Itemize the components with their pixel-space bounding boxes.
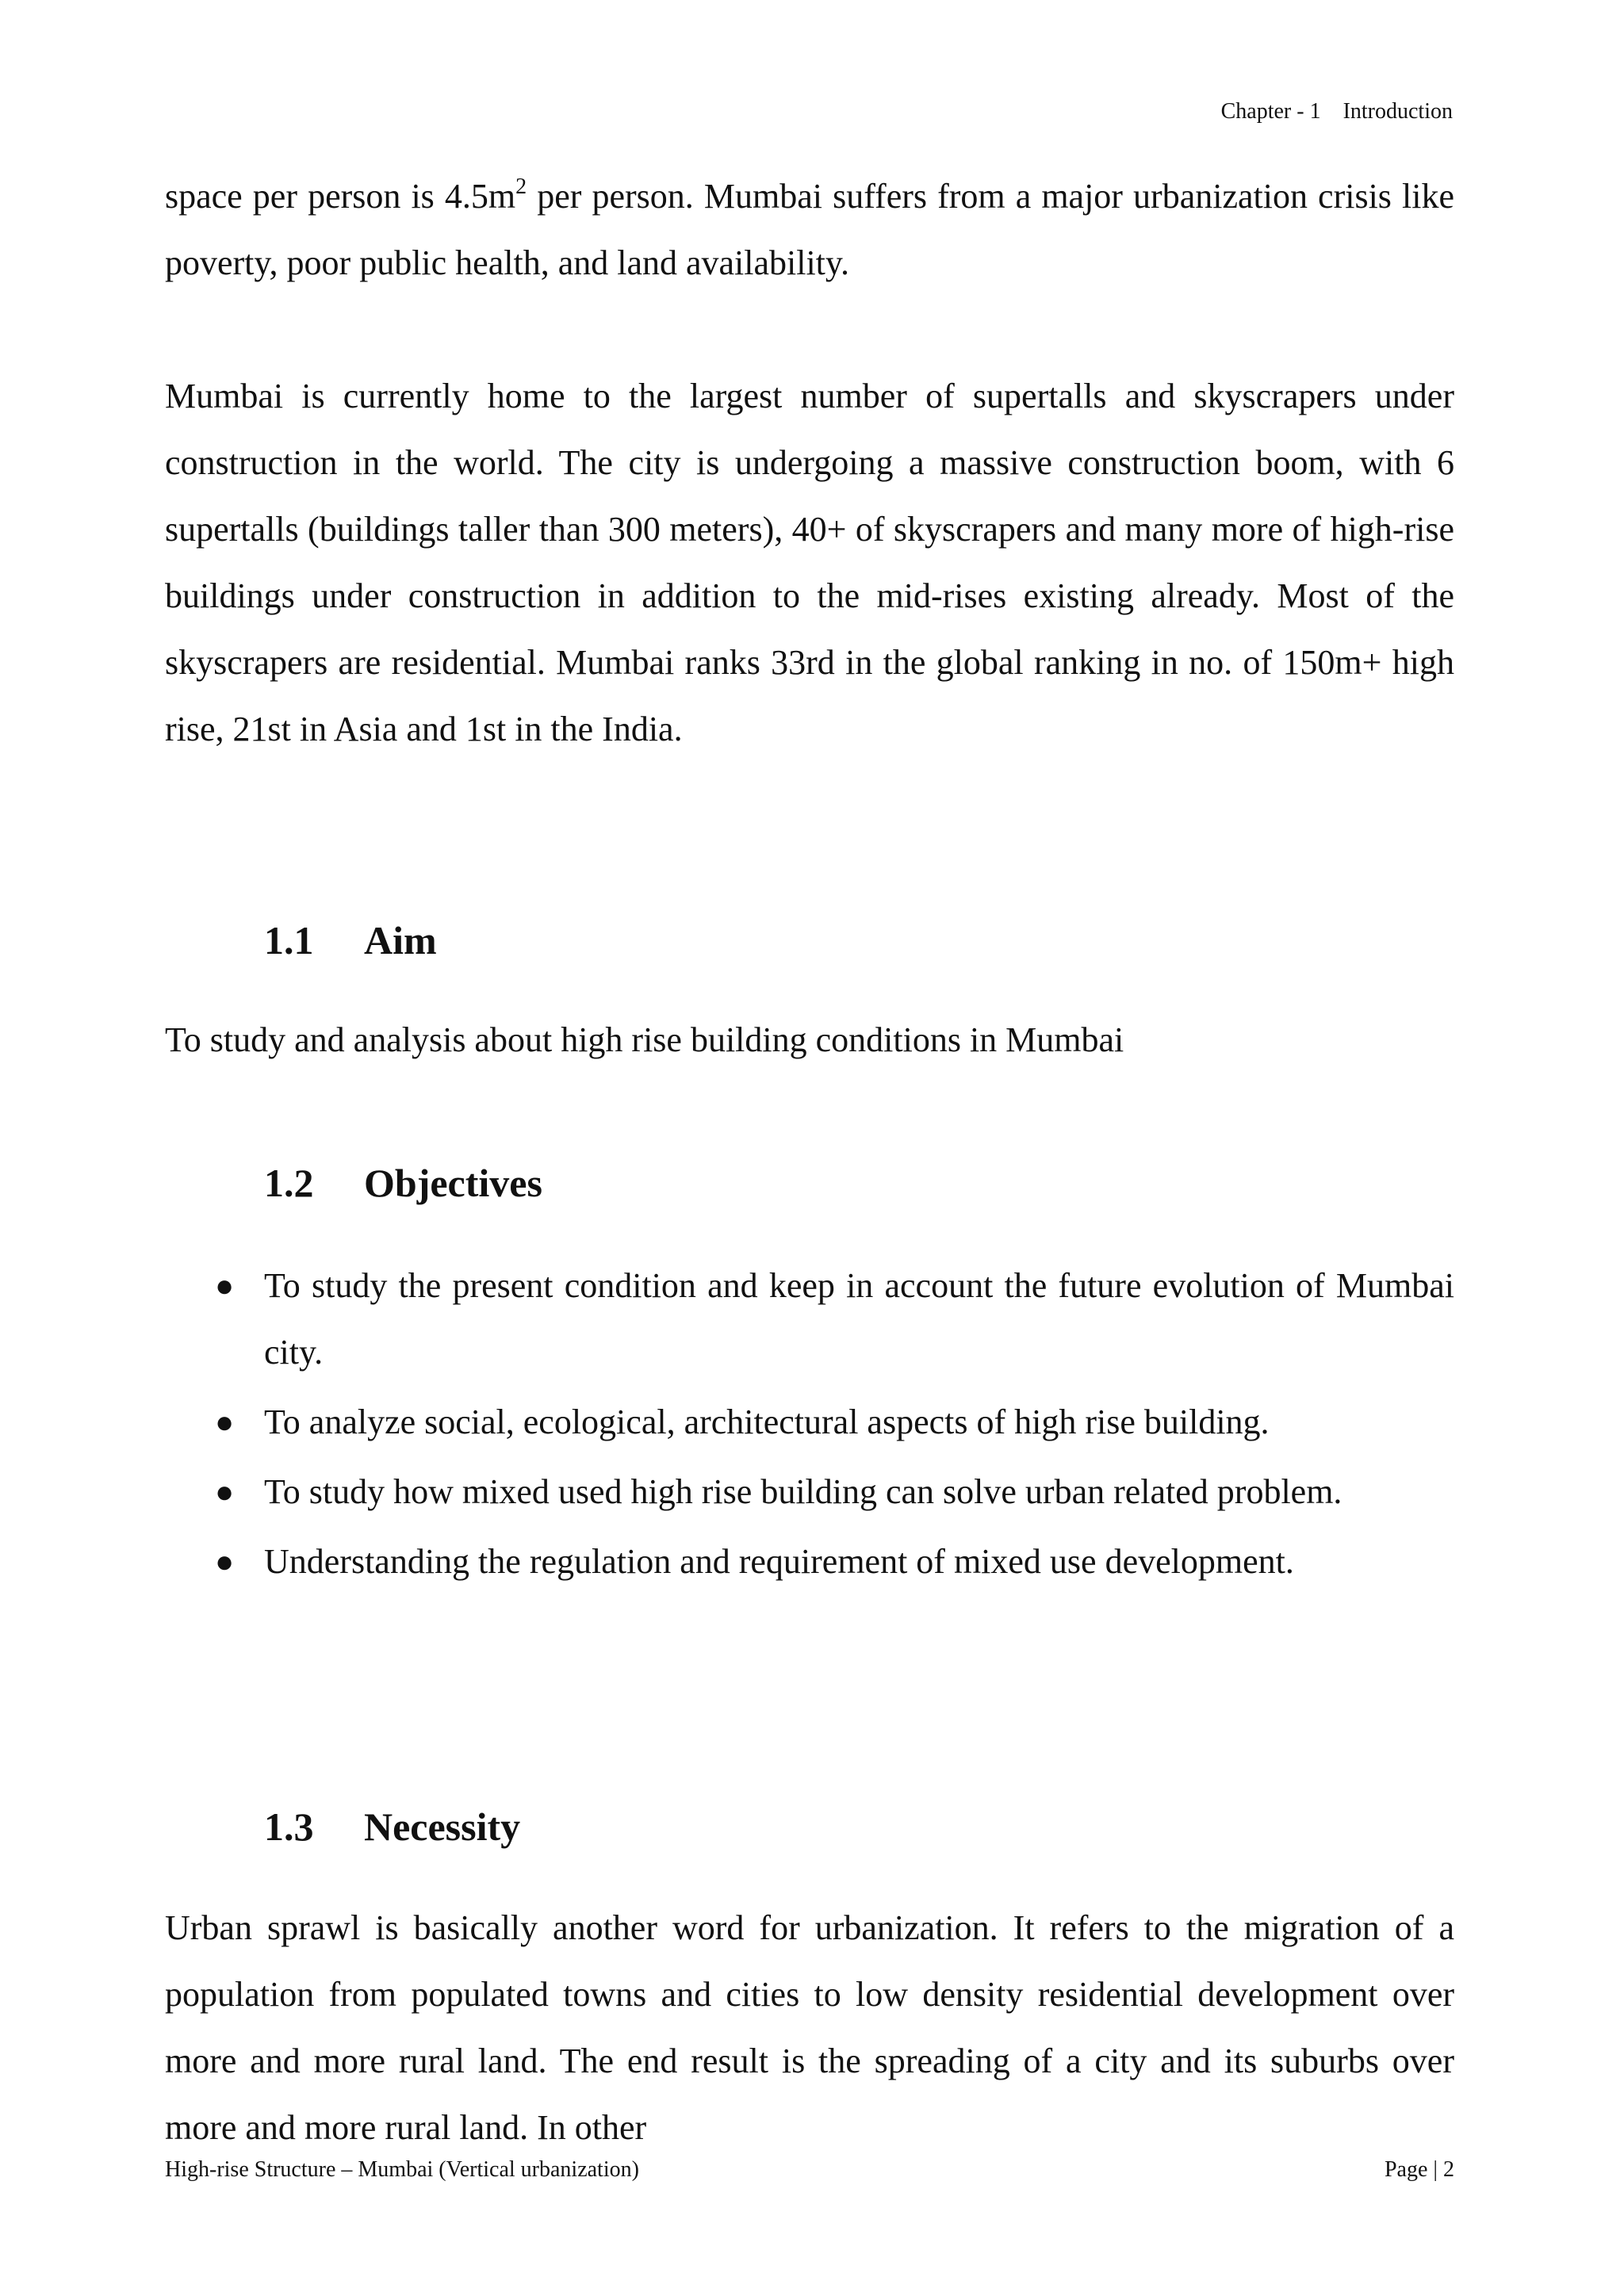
- section-title: Necessity: [364, 1804, 521, 1849]
- paragraph-1-text-start: space per person is 4.5m: [165, 177, 516, 216]
- list-item-text: Understanding the regulation and requirement of mixed use development.: [264, 1542, 1294, 1581]
- list-item: [215, 1529, 1454, 1595]
- necessity-paragraph: Urban sprawl is basically another word for urbanization. It refers to the migration of a population from populated towns and cities to low density residential development over more and more rural land. The end result is the spreading of a city and its suburbs over more and more rural land. In other: [165, 1908, 1454, 2147]
- list-item: [215, 1389, 1454, 1456]
- header-chapter: Chapter - 1: [1220, 99, 1321, 124]
- bullet-dot-icon: ●: [215, 1474, 235, 1510]
- list-item: [215, 1459, 1454, 1525]
- objectives-list: [0, 1253, 1624, 1598]
- running-header: [1221, 98, 1453, 125]
- section-number: 1.1: [264, 918, 314, 962]
- aim-paragraph: To study and analysis about high rise building conditions in Mumbai: [165, 1020, 1124, 1059]
- list-item-text: To study how mixed used high rise building can solve urban related problem.: [264, 1472, 1342, 1511]
- list-item-text: To study the present condition and keep in account the future evolution of Mumbai city.: [264, 1266, 1454, 1372]
- body-paragraph-1: [165, 163, 1454, 297]
- footer-document-title: High-rise Structure – Mumbai (Vertical urbanization): [165, 2157, 639, 2182]
- bullet-dot-icon: ●: [215, 1404, 235, 1440]
- section-heading-objectives: [264, 1159, 542, 1207]
- section-number: 1.3: [264, 1804, 314, 1849]
- section-heading-necessity: [264, 1803, 520, 1850]
- list-item-text: To analyze social, ecological, architectural aspects of high rise building.: [264, 1402, 1270, 1441]
- section-title: Aim: [364, 918, 437, 962]
- footer-page-number: Page | 2: [1384, 2157, 1454, 2182]
- superscript-exponent: 2: [515, 174, 527, 199]
- section-title: Objectives: [364, 1161, 542, 1205]
- bullet-dot-icon: ●: [215, 1268, 235, 1303]
- list-item: [215, 1253, 1454, 1386]
- body-paragraph-2: Mumbai is currently home to the largest number of supertalls and skyscrapers under construction in the world. The city is undergoing a massive construction boom, with 6 supertalls (buildings taller than 300 meters), 40+ of skyscrapers and many more of high-rise buildings under construction in addition to the mid-rises existing already. Most of the skyscrapers are residential. Mumbai ranks 33rd in the global ranking in no. of 150m+ high rise, 21st in Asia and 1st in the India.: [165, 377, 1454, 748]
- header-title: Introduction: [1342, 99, 1453, 124]
- bullet-dot-icon: ●: [215, 1544, 235, 1579]
- section-number: 1.2: [264, 1161, 314, 1205]
- section-heading-aim: [264, 916, 437, 964]
- paragraph-1-text-end: per person. Mumbai suffers from a major urbanization crisis like poverty, poor public health, and land availability.: [165, 177, 1454, 282]
